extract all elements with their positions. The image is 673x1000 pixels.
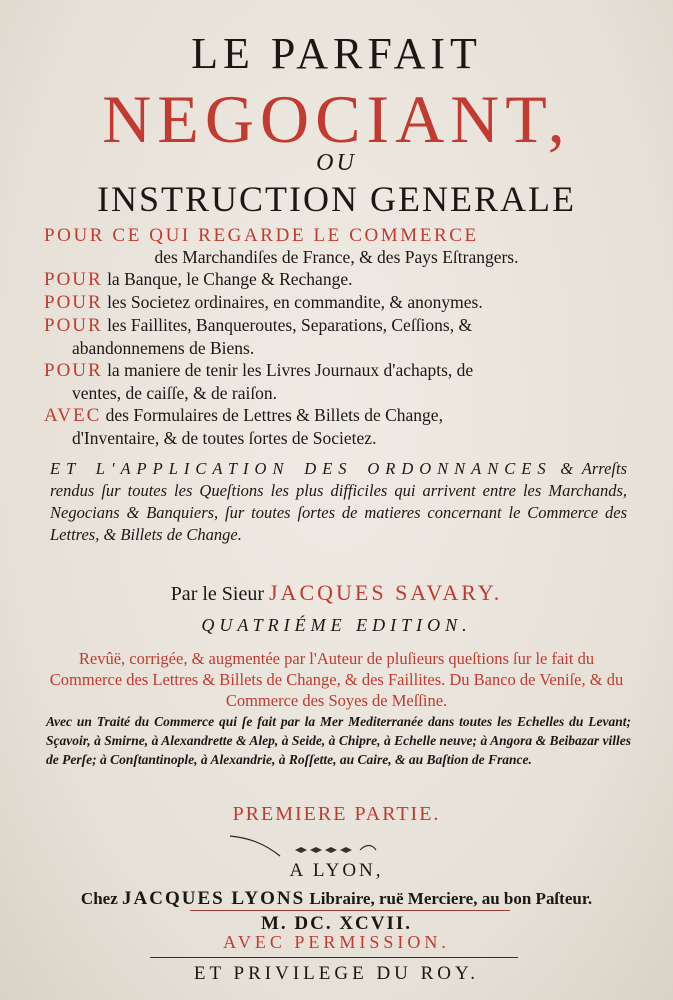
- title-instruction: INSTRUCTION GENERALE: [97, 179, 576, 219]
- imprint-printer-line: [30, 888, 643, 910]
- imprint-permission: AVEC PERMISSION.: [223, 932, 450, 952]
- item-3: [44, 291, 629, 314]
- revision-note: Revûë, corrigée, & augmentée par l'Auteur de pluſieurs queſtions ſur le fait du Commerce des Lettres & Billets de Change, & des Faillites. Du Banco de Veniſe, & du Commerce des Soyes de Meſſine.: [49, 649, 624, 710]
- item-5-cont: ventes, de caiſſe, & de raiſon.: [72, 383, 278, 403]
- item-5-lead: POUR: [44, 360, 103, 381]
- item-6-cont: d'Inventaire, & de toutes ſortes de Societez.: [72, 428, 377, 448]
- imprint-printer-name: JACQUES LYONS: [122, 888, 306, 909]
- imprint-city: A LYON,: [289, 860, 384, 881]
- item-6-rest: des Formulaires de Lettres & Billets de Change,: [101, 405, 443, 425]
- item-6: [44, 404, 629, 427]
- title-line-1: LE PARFAIT: [191, 29, 482, 78]
- item-2: [44, 268, 629, 291]
- application-body: & Arreſts rendus ſur toutes les Queſtions les plus difficiles qui arrivent entre les Marchands, Negocians & Banquiers, ſur toutes ſortes de matieres concernant le Commerce des Lettres, & Billets de Change.: [50, 459, 627, 544]
- item-3-lead: POUR: [44, 292, 103, 313]
- title-negociant: [0, 80, 673, 159]
- application-header: ET L'APPLICATION DES ORDONNANCES: [50, 459, 552, 478]
- imprint-privilege: ET PRIVILEGE DU ROY.: [193, 963, 480, 984]
- item-1-rest: des Marchandiſes de France, & des Pays Eſtrangers.: [154, 247, 519, 267]
- divider-rule: [150, 957, 518, 958]
- item-2-rest: la Banque, le Change & Rechange.: [102, 269, 353, 289]
- imprint-chez: Chez: [80, 889, 122, 908]
- treatise-note: Avec un Traité du Commerce qui ſe fait par la Mer Mediterranée dans toutes les Echelles du Levant; Sçavoir, à Smirne, à Alexandrette & Alep, à Seide, à Chipre, à Echelle neuve; à Angora & Beibazar villes de Perſe; à Conſtantinople, à Alexandrie, à Roſſette, au Caire, & au Baſtion de France.: [46, 714, 631, 767]
- item-4: [44, 314, 629, 337]
- item-5-rest: la maniere de tenir les Livres Journaux d'achapts, de: [102, 360, 474, 380]
- item-4-cont: abandonnemens de Biens.: [72, 338, 255, 358]
- item-1-lead: POUR CE QUI REGARDE LE COMMERCE: [44, 225, 479, 246]
- part-label: PREMIERE PARTIE.: [232, 803, 441, 825]
- application-block: [50, 458, 627, 546]
- imprint-address: Libraire, ruë Merciere, au bon Paſteur.: [305, 889, 593, 908]
- edition-line: QUATRIÉME EDITION.: [201, 615, 472, 635]
- author-prefix: Par le Sieur: [170, 583, 269, 605]
- author-line: [0, 580, 673, 606]
- title-comma: ,: [547, 81, 571, 157]
- item-2-lead: POUR: [44, 269, 103, 290]
- contents-list: [44, 225, 629, 449]
- red-underline-rule: [190, 910, 510, 911]
- item-4-rest: les Faillites, Banqueroutes, Separations, Ceſſions, &: [102, 315, 473, 335]
- item-6-lead: AVEC: [44, 405, 102, 426]
- item-4-lead: POUR: [44, 315, 103, 336]
- imprint-year: M. DC. XCVII.: [260, 913, 413, 934]
- title-ou: OU: [316, 150, 357, 176]
- author-name: JACQUES SAVARY.: [269, 580, 503, 605]
- title-negociant-text: NEGOCIANT: [102, 81, 548, 157]
- item-3-rest: les Societez ordinaires, en commandite, & anonymes.: [102, 292, 483, 312]
- item-5: [44, 359, 629, 382]
